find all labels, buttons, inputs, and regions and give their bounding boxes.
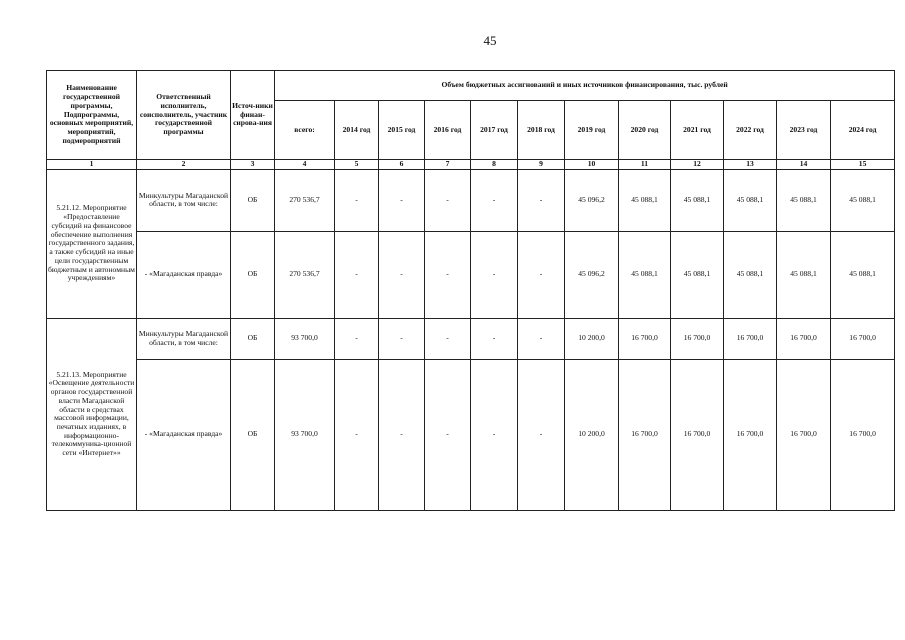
value-cell: -: [379, 318, 425, 359]
column-number: 2: [137, 160, 231, 170]
value-cell: 16 700,0: [724, 359, 777, 510]
responsible-cell: Минкультуры Магаданской области, в том числе:: [137, 318, 231, 359]
value-cell: 45 088,1: [777, 169, 831, 231]
value-cell: 45 096,2: [565, 169, 619, 231]
header-year: 2022 год: [724, 101, 777, 160]
value-cell: -: [335, 169, 379, 231]
column-number: 8: [471, 160, 518, 170]
value-cell: 16 700,0: [831, 359, 895, 510]
value-cell: -: [471, 318, 518, 359]
total-cell: 93 700,0: [275, 359, 335, 510]
header-name: Наименование государственной программы, Подпрограммы, основных мероприятий, мероприятий, подмероприятий: [47, 71, 137, 160]
header-responsible: Ответственный исполнитель, соисполнитель, участник государственной программы: [137, 71, 231, 160]
table-row: [47, 359, 895, 510]
column-number: 14: [777, 160, 831, 170]
responsible-cell: - «Магаданская правда»: [137, 359, 231, 510]
responsible-cell: Минкультуры Магаданской области, в том числе:: [137, 169, 231, 231]
value-cell: -: [471, 169, 518, 231]
column-number: 15: [831, 160, 895, 170]
source-cell: ОБ: [231, 359, 275, 510]
value-cell: -: [518, 359, 565, 510]
column-number: 12: [671, 160, 724, 170]
value-cell: -: [425, 169, 471, 231]
value-cell: -: [471, 231, 518, 318]
column-number: 3: [231, 160, 275, 170]
header-year: 2014 год: [335, 101, 379, 160]
value-cell: -: [335, 231, 379, 318]
value-cell: 16 700,0: [777, 359, 831, 510]
column-number: 1: [47, 160, 137, 170]
value-cell: -: [335, 318, 379, 359]
value-cell: 45 088,1: [831, 231, 895, 318]
value-cell: -: [379, 169, 425, 231]
header-year: 2021 год: [671, 101, 724, 160]
column-number: 10: [565, 160, 619, 170]
value-cell: -: [425, 318, 471, 359]
column-number: 11: [619, 160, 671, 170]
value-cell: 45 088,1: [671, 169, 724, 231]
value-cell: -: [518, 169, 565, 231]
value-cell: 16 700,0: [777, 318, 831, 359]
value-cell: -: [471, 359, 518, 510]
value-cell: 45 088,1: [619, 231, 671, 318]
page-number: 45: [483, 33, 497, 48]
column-number: 9: [518, 160, 565, 170]
header-year: 2016 год: [425, 101, 471, 160]
value-cell: -: [425, 359, 471, 510]
value-cell: 10 200,0: [565, 359, 619, 510]
value-cell: -: [425, 231, 471, 318]
value-cell: -: [335, 359, 379, 510]
value-cell: 45 096,2: [565, 231, 619, 318]
total-cell: 93 700,0: [275, 318, 335, 359]
activity-name: 5.21.13. Мероприятие «Освещение деятельности органов государственной власти Магаданской области в средствах массовой информации, печатных изданиях, в информационно-телекоммуника-ционной сети «Интернет»»: [47, 318, 137, 510]
header-year: 2023 год: [777, 101, 831, 160]
value-cell: -: [518, 318, 565, 359]
value-cell: -: [379, 359, 425, 510]
column-number: 7: [425, 160, 471, 170]
column-number: 4: [275, 160, 335, 170]
table-row: [47, 318, 895, 359]
header-volume: Объем бюджетных ассигнований и иных источников финансирования, тыс. рублей: [275, 71, 895, 101]
column-number: 6: [379, 160, 425, 170]
value-cell: -: [379, 231, 425, 318]
value-cell: 45 088,1: [831, 169, 895, 231]
header-total: всего:: [275, 101, 335, 160]
value-cell: 45 088,1: [724, 231, 777, 318]
value-cell: 10 200,0: [565, 318, 619, 359]
budget-table: [46, 70, 895, 511]
column-number: 5: [335, 160, 379, 170]
value-cell: 16 700,0: [671, 359, 724, 510]
value-cell: -: [518, 231, 565, 318]
value-cell: 45 088,1: [619, 169, 671, 231]
table-row: [47, 231, 895, 318]
header-year: 2019 год: [565, 101, 619, 160]
source-cell: ОБ: [231, 318, 275, 359]
total-cell: 270 536,7: [275, 231, 335, 318]
activity-name: 5.21.12. Мероприятие «Предоставление субсидий на финансовое обеспечение выполнения государственного задания, а также субсидий на иные цели государственным бюджетным и автономным учреждениям»: [47, 169, 137, 318]
header-year: 2015 год: [379, 101, 425, 160]
value-cell: 16 700,0: [831, 318, 895, 359]
column-number: 13: [724, 160, 777, 170]
value-cell: 16 700,0: [619, 359, 671, 510]
responsible-cell: - «Магаданская правда»: [137, 231, 231, 318]
header-year: 2018 год: [518, 101, 565, 160]
value-cell: 45 088,1: [777, 231, 831, 318]
header-source: Источ-ники финан-сирова-ния: [231, 71, 275, 160]
value-cell: 16 700,0: [724, 318, 777, 359]
header-year: 2024 год: [831, 101, 895, 160]
value-cell: 45 088,1: [671, 231, 724, 318]
header-year: 2020 год: [619, 101, 671, 160]
table-row: [47, 169, 895, 231]
source-cell: ОБ: [231, 169, 275, 231]
source-cell: ОБ: [231, 231, 275, 318]
value-cell: 45 088,1: [724, 169, 777, 231]
value-cell: 16 700,0: [619, 318, 671, 359]
header-year: 2017 год: [471, 101, 518, 160]
total-cell: 270 536,7: [275, 169, 335, 231]
value-cell: 16 700,0: [671, 318, 724, 359]
